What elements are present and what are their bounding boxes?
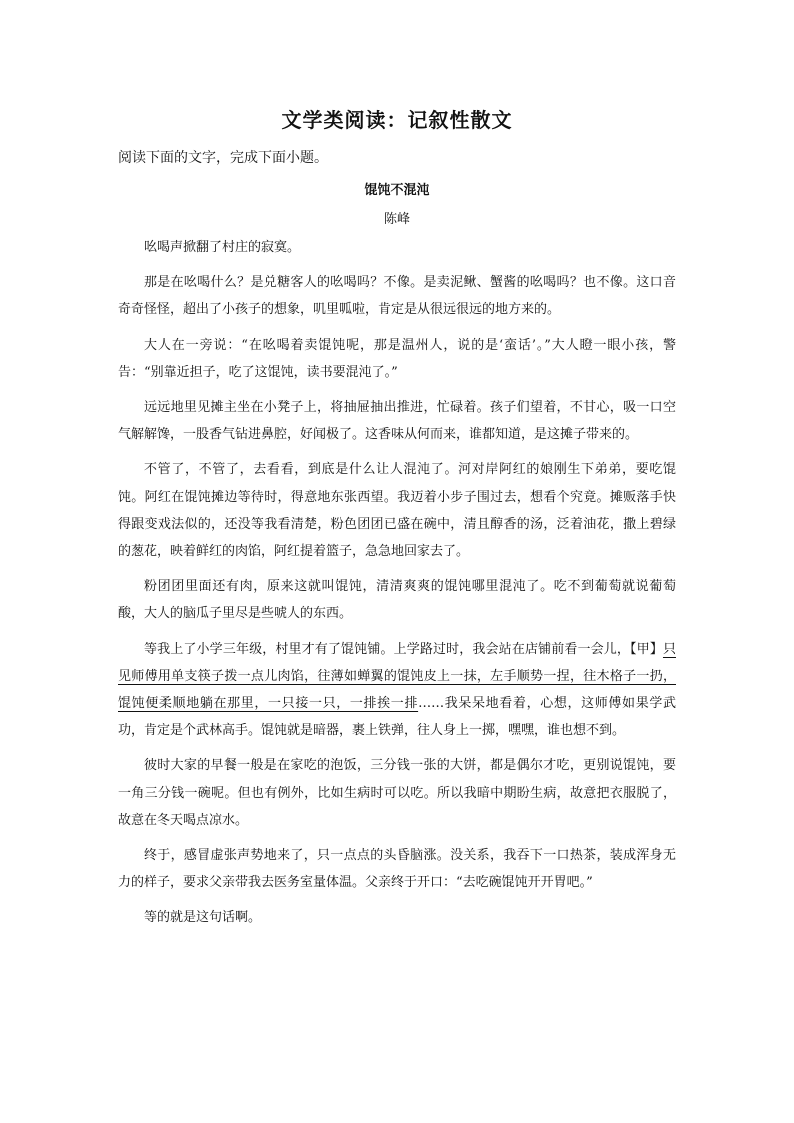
- paragraph-9: 终于，感冒虚张声势地来了，只一点点的头昏脑涨。没关系，我吞下一口热茶，装成浑身无力的样子，要求父亲带我去医务室量体温。父亲终于开口：“去吃碗馄饨开开胃吧。”: [118, 848, 676, 891]
- paragraph-7: [118, 636, 676, 745]
- paragraph-5: 不管了，不管了，去看看，到底是什么让人混沌了。河对岸阿红的娘刚生下弟弟，要吃馄饨。阿红在馄饨摊边等待时，得意地东张西望。我迈着小步子围过去，想看个究竟。摊贩落手快得跟变戏法似的，还没等我看清楚，粉色团团已盛在碗中，清且醇香的汤，泛着油花，撒上碧绿的葱花，映着鲜红的肉馅，阿红提着篮子，急急地回家去了。: [118, 462, 676, 560]
- essay-body: [118, 234, 676, 940]
- paragraph-4: 远远地里见摊主坐在小凳子上，将抽屉抽出推进，忙碌着。孩子们望着，不甘心，吸一口空气解解馋，一股香气钻进鼻腔，好闻极了。这香味从何而来，谁都知道，是这摊子带来的。: [118, 400, 676, 443]
- paragraph-7-lead: 等我上了小学三年级，村里才有了馄饨铺。上学路过时，我会站在店铺前看一会儿，: [144, 641, 631, 657]
- essay-title: 馄饨不混沌: [364, 183, 430, 198]
- paragraph-8: 彼时大家的早餐一般是在家吃的泡饭，三分钱一张的大饼，都是偶尔才吃，更别说馄饨，要一角三分钱一碗呢。但也有例外，比如生病时可以吃。所以我暗中期盼生病，故意把衣服脱了，故意在冬天喝点凉水。: [118, 758, 676, 828]
- paragraph-10: 等的就是这句话啊。: [144, 910, 262, 926]
- page-title: 文学类阅读：记叙性散文: [281, 108, 513, 132]
- passage-marker: 【甲】: [630, 641, 663, 657]
- underlined-passage: 只见师傅用单支筷子拨一点儿肉馅，往薄如蝉翼的馄饨皮上一抹，左手顺势一捏，往木格子一扔，馄饨便柔顺地躺在那里，一只接一只，一排挨一排: [118, 641, 676, 712]
- paragraph-6: 粉团团里面还有肉，原来这就叫馄饨，清清爽爽的馄饨哪里混沌了。吃不到葡萄就说葡萄酸，大人的脑瓜子里尽是些唬人的东西。: [118, 579, 676, 622]
- paragraph-1: 吆喝声掀翻了村庄的寂寞。: [144, 240, 301, 255]
- passage-tail: ……我呆呆地看着，心想，这师傅如果学武功，肯定是个武林高手。馄饨就是暗器，裹上铁弹，往人身上一掷，嘿嘿，谁也想不到。: [118, 696, 676, 739]
- essay-author: 陈峰: [383, 212, 410, 227]
- paragraph-3: 大人在一旁说：“在吆喝着卖馄饨呢，那是温州人，说的是‘蛮话’。”大人瞪一眼小孩，警告：“别靠近担子，吃了这馄饨，读书要混沌了。”: [118, 337, 676, 380]
- paragraph-2: 那是在吆喝什么？是兑糖客人的吆喝吗？不像。是卖泥鳅、蟹酱的吆喝吗？也不像。这口音奇奇怪怪，超出了小孩子的想象，叽里呱啦，肯定是从很远很远的地方来的。: [118, 275, 676, 318]
- instruction-text: 阅读下面的文字，完成下面小题。: [118, 150, 328, 166]
